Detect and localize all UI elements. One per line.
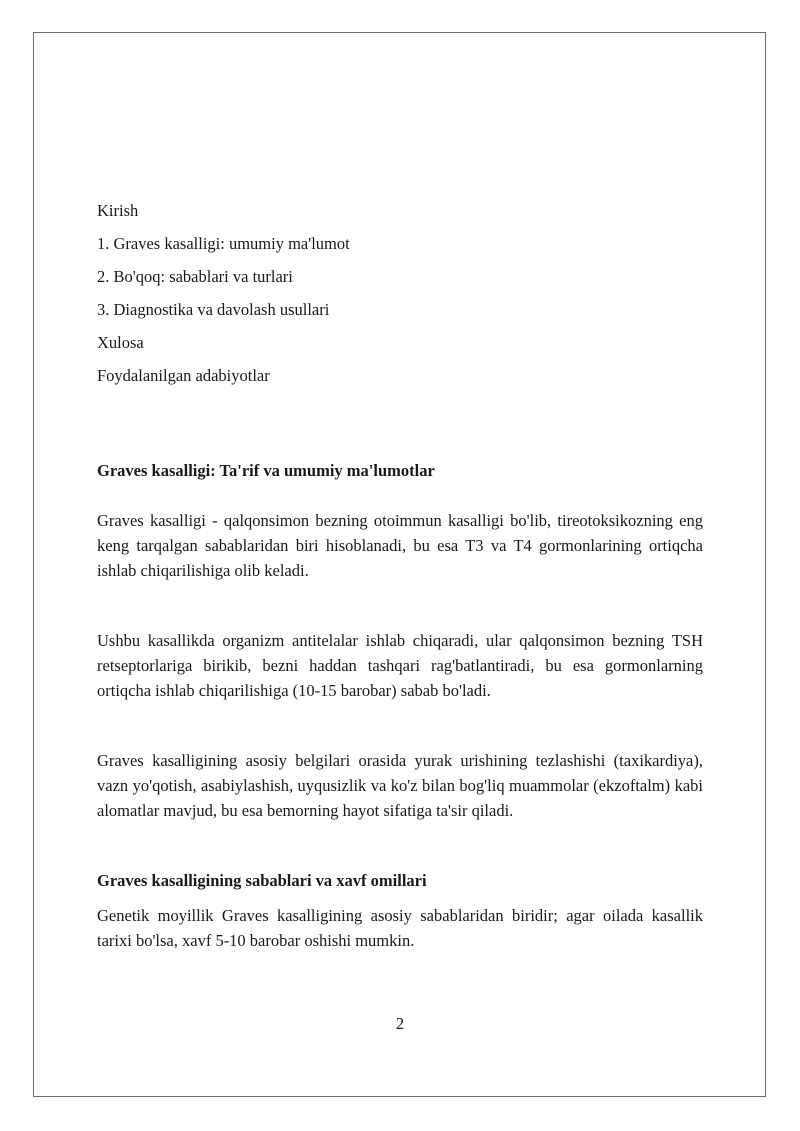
toc-item-1: 1. Graves kasalligi: umumiy ma'lumot: [97, 234, 350, 253]
paragraph-antibodies: Ushbu kasallikda organizm antitelalar ishlab chiqaradi, ular qalqonsimon bezning TSH retseptorlariga birikib, bezni haddan tashqari rag'batlantiradi, bu esa gormonlarning ortiqcha ishlab chiqarilishiga (10-15 barobar) sabab bo'ladi.: [97, 631, 703, 700]
section-heading-causes: Graves kasalligining sabablari va xavf omillari: [97, 871, 427, 890]
page-number: 2: [395, 1014, 405, 1033]
paragraph-symptoms: Graves kasalligining asosiy belgilari orasida yurak urishining tezlashishi (taxikardiya), vazn yo'qotish, asabiylashish, uyqusizlik va ko'z bilan bog'liq muammolar (ekzoftalm) kabi alomatlar mavjud, bu esa bemorning hayot sifatiga ta'sir qiladi.: [97, 751, 703, 820]
section-heading-graves-definition: Graves kasalligi: Ta'rif va umumiy ma'lumotlar: [97, 461, 435, 480]
toc-item-conclusion: Xulosa: [97, 333, 144, 352]
toc-item-intro: Kirish: [97, 201, 139, 220]
paragraph-graves-intro: Graves kasalligi - qalqonsimon bezning otoimmun kasalligi bo'lib, tireotoksikozning eng keng tarqalgan sabablaridan biri hisoblanadi, bu esa T3 va T4 gormonlarining ortiqcha ishlab chiqarilishiga olib keladi.: [97, 511, 703, 580]
page-content: [97, 198, 703, 953]
paragraph-genetics: Genetik moyillik Graves kasalligining asosiy sabablaridan biridir; agar oilada kasallik tarixi bo'lsa, xavf 5-10 barobar oshishi mumkin.: [97, 906, 703, 950]
toc-item-references: Foydalanilgan adabiyotlar: [97, 366, 270, 385]
toc-item-3: 3. Diagnostika va davolash usullari: [97, 300, 330, 319]
toc-item-2: 2. Bo'qoq: sabablari va turlari: [97, 267, 293, 286]
table-of-contents: [97, 198, 703, 388]
